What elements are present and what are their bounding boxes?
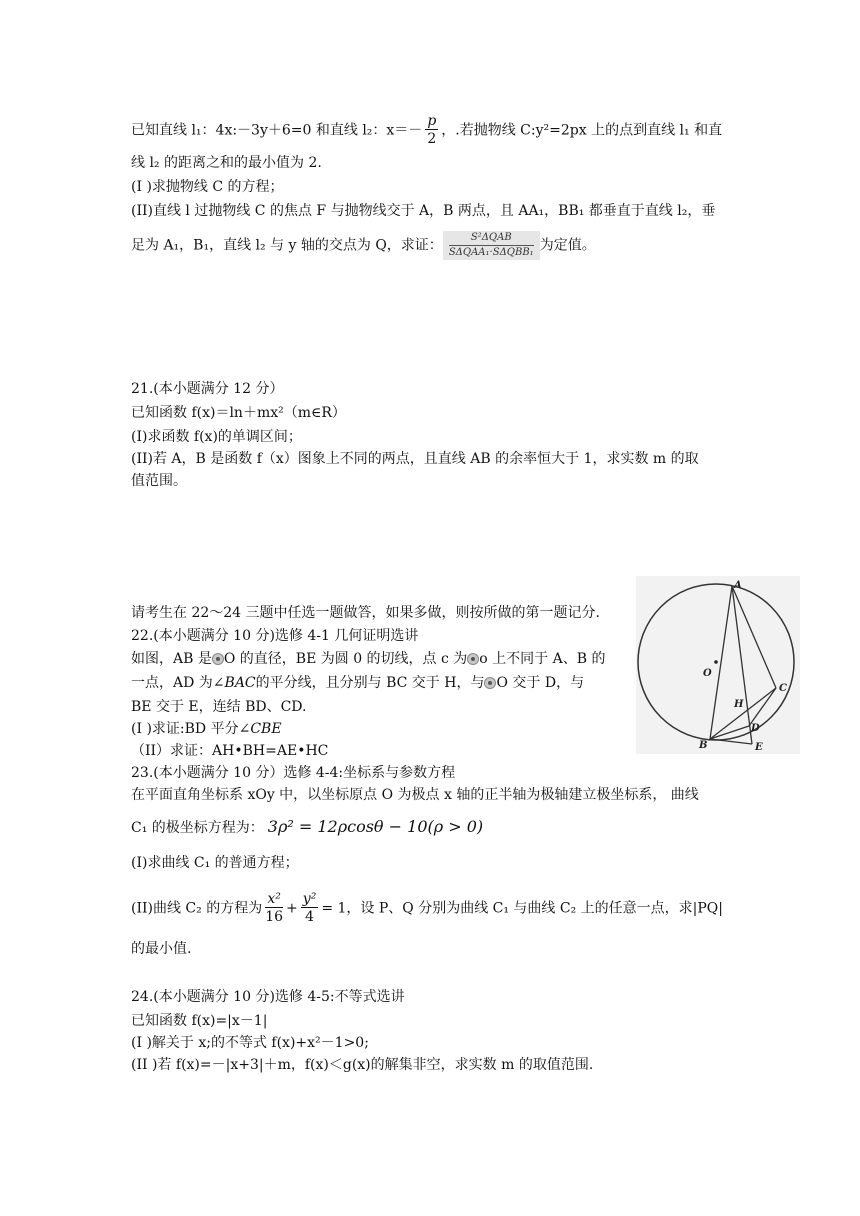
q20-text: 为定值。 <box>539 237 596 254</box>
segment-be <box>710 739 752 744</box>
q23-line1: 在平面直角坐标系 xOy 中，以坐标原点 O 为极点 x 轴的正半轴为极轴建立极坐标系， 曲线 <box>131 787 699 803</box>
angle-bac: ∠BAC <box>212 675 256 691</box>
q24-title: 24.(本小题满分 10 分)选修 4-5:不等式选讲 <box>131 989 405 1005</box>
q22-text: 如图，AB 是 <box>131 651 212 667</box>
label-b: B <box>699 740 708 751</box>
q23-text: C₁ 的极坐标方程为： <box>131 820 264 836</box>
q23-part1: (I)求曲线 C₁ 的普通方程； <box>131 855 299 871</box>
q21-part2-cont: 值范围。 <box>131 473 187 489</box>
q20-text: 足为 A₁，B₁，直线 l₂ 与 y 轴的交点为 Q，求证： <box>131 237 443 254</box>
p-over-2-fraction <box>425 113 438 148</box>
q21-part1: (I)求函数 f(x)的单调区间； <box>131 429 302 445</box>
q24-function: 已知函数 f(x)=|x－1| <box>131 1013 268 1029</box>
fraction-denominator: 2 <box>427 131 437 147</box>
fraction-numerator: y² <box>302 891 317 907</box>
q20-line2: 线 l₂ 的距离之和的最小值为 2. <box>131 155 322 171</box>
circle-dot-icon <box>467 653 479 665</box>
q21-part2: (II)若 A，B 是函数 f（x）图象上不同的两点，且直线 AB 的余率恒大于 1，求实数 m 的取 <box>131 451 699 467</box>
fraction-numerator: p <box>427 113 437 129</box>
q20-text: 已知直线 l₁：4x:－3y＋6=0 和直线 l₂：x＝－ <box>131 122 423 139</box>
plus-sign: + <box>286 900 298 917</box>
polar-equation: 3ρ² = 12ρcosθ − 10(ρ > 0) <box>267 817 484 836</box>
circle-dot-icon <box>484 677 496 689</box>
q20-part1: (I )求抛物线 C 的方程； <box>131 179 284 195</box>
q24-part2: (II )若 f(x)=－|x+3|＋m，f(x)＜g(x)的解集非空，求实数 m 的取值范围. <box>131 1057 594 1073</box>
circle-geometry-figure <box>636 576 800 754</box>
q21-function: 已知函数 f(x)＝ln＋mx²（m∈R） <box>131 405 346 421</box>
y-squared-over-4 <box>301 891 319 926</box>
q20-line1 <box>131 113 722 148</box>
q20-part2: (II)直线 l 过抛物线 C 的焦点 F 与抛物线交于 A，B 两点，且 AA₁，BB₁ 都垂直于直线 l₂，垂 <box>131 203 716 219</box>
q22-text: 一点，AD 为 <box>131 675 213 691</box>
label-a: A <box>734 580 742 591</box>
segment-bc <box>710 688 776 739</box>
ratio-numerator: S²ΔQAB <box>449 231 534 246</box>
area-ratio-image <box>443 231 540 260</box>
q21-title: 21.(本小题满分 12 分） <box>131 381 284 397</box>
q22-text: 的平分线，且分别与 BC 交于 H，与 <box>255 675 485 691</box>
q22-line1 <box>131 649 605 669</box>
q22-text: o 上不同于 A、B 的 <box>479 651 606 667</box>
segment-ab <box>710 586 732 739</box>
q23-text: ，设 P、Q 分别为曲线 C₁ 与曲线 C₂ 上的任意一点，求|PQ| <box>346 900 723 917</box>
x-squared-over-16 <box>265 891 283 926</box>
q22-text: (I )求证:BD 平分 <box>131 721 239 737</box>
angle-cbe: ∠CBE <box>238 721 282 737</box>
label-e: E <box>755 742 763 753</box>
q22-text: O 的直径，BE 为圆 0 的切线，点 c 为 <box>223 651 468 667</box>
ratio-denominator: SΔQAA₁·SΔQBB₁ <box>448 247 534 258</box>
q23-part2 <box>131 891 723 926</box>
label-c: C <box>779 683 787 694</box>
q22-line3: BE 交于 E，连结 BD、CD. <box>131 699 307 715</box>
fraction-numerator: x² <box>265 891 283 908</box>
q23-line5: 的最小值. <box>131 941 192 957</box>
q22-intro: 请考生在 22～24 三题中任选一题做答，如果多做，则按所做的第一题记分. <box>131 605 600 621</box>
q22-text: O 交于 D，与 <box>496 675 585 691</box>
label-o: O <box>703 668 712 679</box>
q22-part1 <box>131 719 282 739</box>
label-d: D <box>751 723 760 734</box>
q20-line5 <box>131 231 596 260</box>
q23-text: (II)曲线 C₂ 的方程为 <box>131 900 263 917</box>
q20-text: ，.若抛物线 C:y²=2px 上的点到直线 l₁ 和直 <box>441 122 723 139</box>
q22-line2 <box>131 673 584 693</box>
label-h: H <box>734 699 744 710</box>
fraction-denominator: 4 <box>305 909 314 925</box>
q22-part2: （II）求证：AH•BH=AE•HC <box>131 743 329 759</box>
center-point <box>714 660 718 664</box>
equals-one: = 1 <box>321 900 347 917</box>
circle-dot-icon <box>212 653 224 665</box>
segment-cd <box>749 688 776 726</box>
q23-line2 <box>131 817 483 838</box>
q22-title: 22.(本小题满分 10 分)选修 4-1 几何证明选讲 <box>131 628 419 644</box>
q24-part1: (I )解关于 x;的不等式 f(x)+x²－1>0; <box>131 1035 369 1051</box>
segment-bd <box>710 726 749 739</box>
fraction-denominator: 16 <box>265 909 284 925</box>
q23-title: 23.(本小题满分 10 分）选修 4-4:坐标系与参数方程 <box>131 765 456 781</box>
